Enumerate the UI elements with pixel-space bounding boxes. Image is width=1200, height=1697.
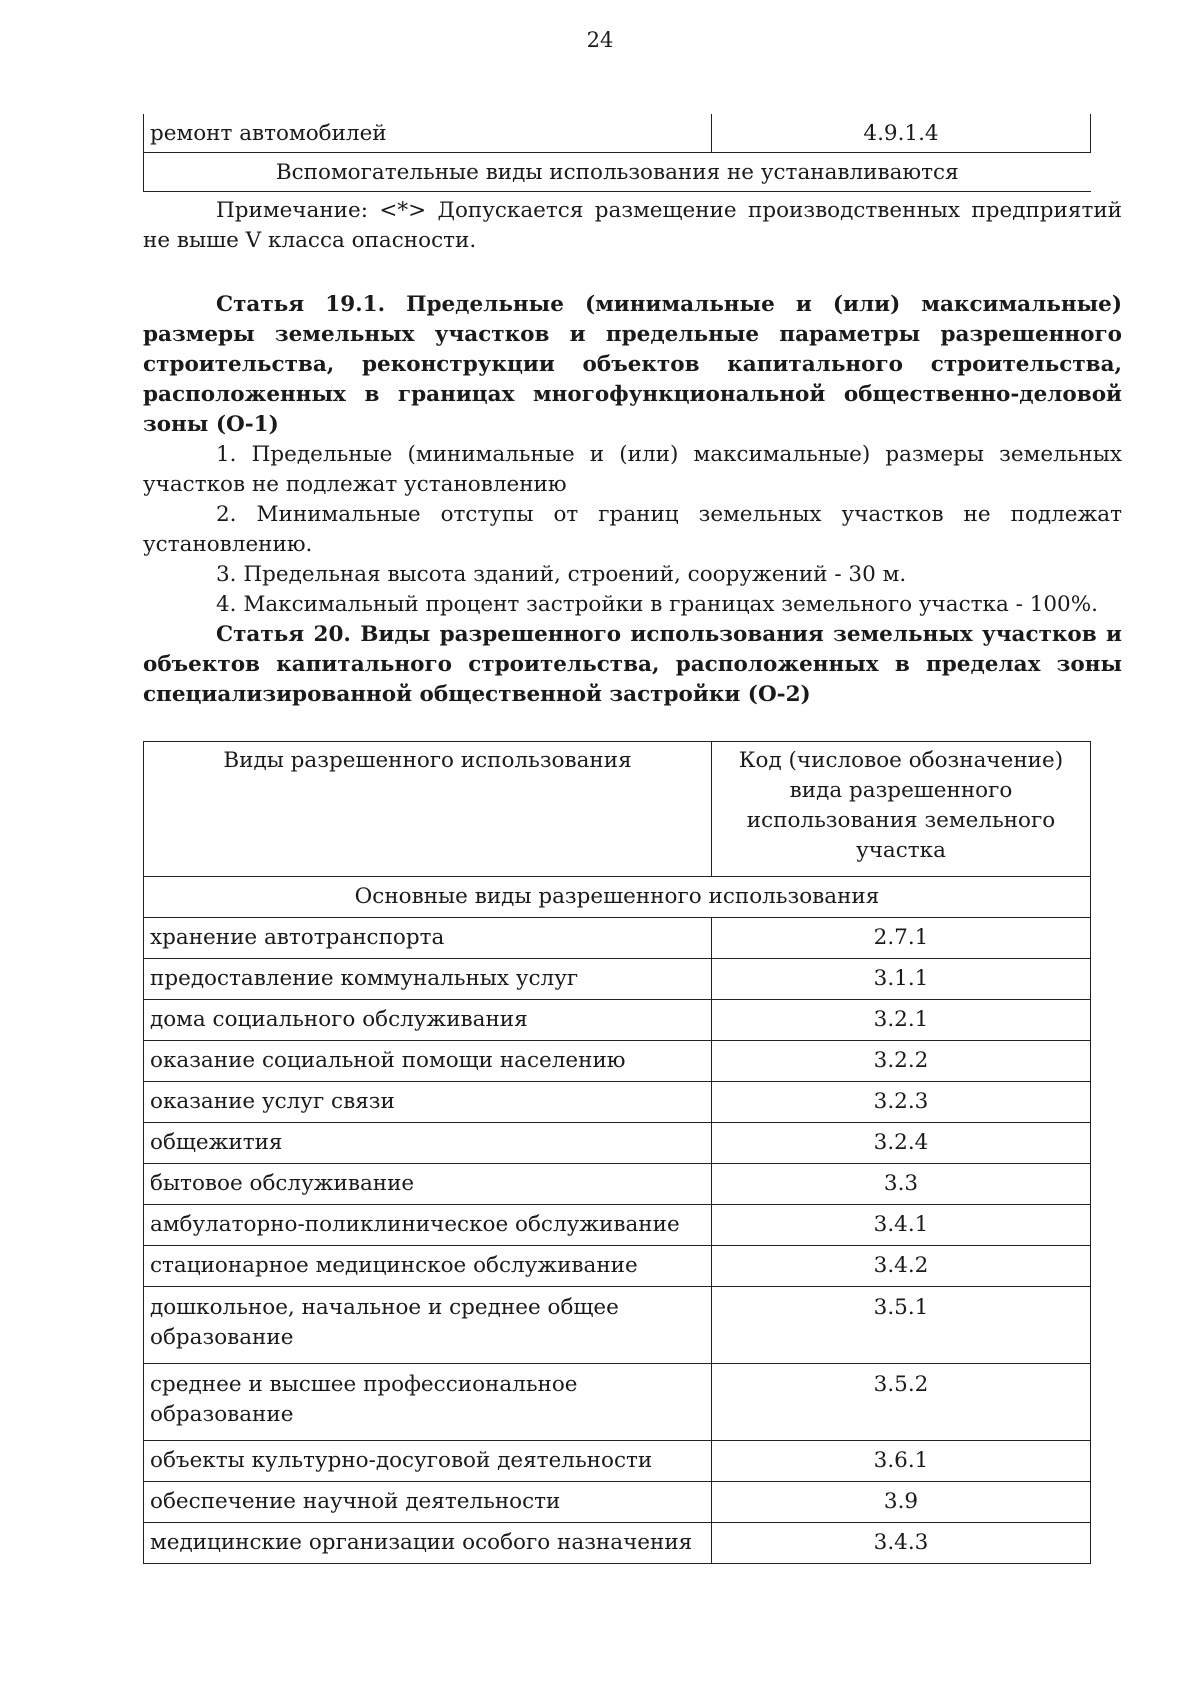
table-row: [144, 1364, 1091, 1441]
usage-code: 3.2.4: [712, 1123, 1091, 1164]
usage-code: 3.5.2: [712, 1364, 1091, 1441]
table-row: [144, 1082, 1091, 1123]
usage-label: амбулаторно-поликлиническое обслуживание: [144, 1205, 712, 1246]
article-19-1-item-4: 4. Максимальный процент застройки в границах земельного участка - 100%.: [216, 592, 1098, 617]
usage-label: бытовое обслуживание: [144, 1164, 712, 1205]
table-header-row: [144, 742, 1091, 877]
usage-code: 4.9.1.4: [712, 114, 1091, 153]
usage-label: оказание социальной помощи населению: [144, 1041, 712, 1082]
table-row: [144, 1523, 1091, 1564]
usage-code: 3.5.1: [712, 1287, 1091, 1364]
article-20-heading: Статья 20. Виды разрешенного использования земельных участков и объектов капитального строительства, расположенных в пределах зоны специализированной общественной застройки (О-2): [143, 622, 1122, 707]
usage-code: 3.1.1: [712, 959, 1091, 1000]
usage-code: 3.9: [712, 1482, 1091, 1523]
usage-label: оказание услуг связи: [144, 1082, 712, 1123]
table-row: [144, 1482, 1091, 1523]
usage-label: среднее и высшее профессиональное образование: [144, 1364, 712, 1441]
usage-code: 3.4.3: [712, 1523, 1091, 1564]
usage-label: хранение автотранспорта: [144, 918, 712, 959]
auxiliary-uses-note: Вспомогательные виды использования не устанавливаются: [144, 153, 1091, 192]
table-row: [144, 1123, 1091, 1164]
article-19-1: [143, 290, 1122, 620]
table-row: [144, 1246, 1091, 1287]
usage-label: предоставление коммунальных услуг: [144, 959, 712, 1000]
table-row: [144, 1205, 1091, 1246]
table-row: [144, 1000, 1091, 1041]
table-row: [144, 1164, 1091, 1205]
usage-label: общежития: [144, 1123, 712, 1164]
usage-code: 3.2.3: [712, 1082, 1091, 1123]
header-usage-code: Код (числовое обозначение) вида разрешенного использования земельного участка: [712, 742, 1091, 877]
usage-code: 3.2.2: [712, 1041, 1091, 1082]
usage-code: 3.4.1: [712, 1205, 1091, 1246]
table-row: [144, 1041, 1091, 1082]
article-19-1-heading: Статья 19.1. Предельные (минимальные и (или) максимальные) размеры земельных участков и предельные параметры разрешенного строительства, реконструкции объектов капитального строительства, расположенных в границах многофункциональной общественно-деловой зоны (О-1): [143, 292, 1122, 437]
table-row: [144, 114, 1091, 153]
usage-label: стационарное медицинское обслуживание: [144, 1246, 712, 1287]
usage-code: 2.7.1: [712, 918, 1091, 959]
usage-code: 3.3: [712, 1164, 1091, 1205]
usage-code: 3.4.2: [712, 1246, 1091, 1287]
table-row: [144, 1441, 1091, 1482]
article-19-1-item-2: 2. Минимальные отступы от границ земельных участков не подлежат установлению.: [143, 502, 1122, 557]
section-title: Основные виды разрешенного использования: [144, 877, 1091, 918]
usage-label: обеспечение научной деятельности: [144, 1482, 712, 1523]
usage-label: дома социального обслуживания: [144, 1000, 712, 1041]
usage-label: объекты культурно-досуговой деятельности: [144, 1441, 712, 1482]
table-row: [144, 1287, 1091, 1364]
previous-table-continuation: [143, 114, 1091, 192]
article-19-1-item-3: 3. Предельная высота зданий, строений, сооружений - 30 м.: [216, 562, 907, 587]
usage-code: 3.6.1: [712, 1441, 1091, 1482]
section-row: [144, 877, 1091, 918]
table-row: [144, 918, 1091, 959]
header-usage-types: Виды разрешенного использования: [144, 742, 712, 877]
usage-label: дошкольное, начальное и среднее общее образование: [144, 1287, 712, 1364]
usage-label: медицинские организации особого назначения: [144, 1523, 712, 1564]
note-text: Примечание: <*> Допускается размещение производственных предприятий не выше V класса опасности.: [143, 198, 1122, 253]
note-block: [143, 196, 1122, 256]
article-20: [143, 620, 1122, 710]
article-19-1-item-1: 1. Предельные (минимальные и (или) максимальные) размеры земельных участков не подлежат установлению: [143, 442, 1122, 497]
table-row: [144, 959, 1091, 1000]
permitted-uses-table: [143, 741, 1091, 1564]
usage-code: 3.2.1: [712, 1000, 1091, 1041]
page-number: 24: [586, 28, 614, 52]
usage-label: ремонт автомобилей: [144, 114, 712, 153]
table-row: [144, 153, 1091, 192]
